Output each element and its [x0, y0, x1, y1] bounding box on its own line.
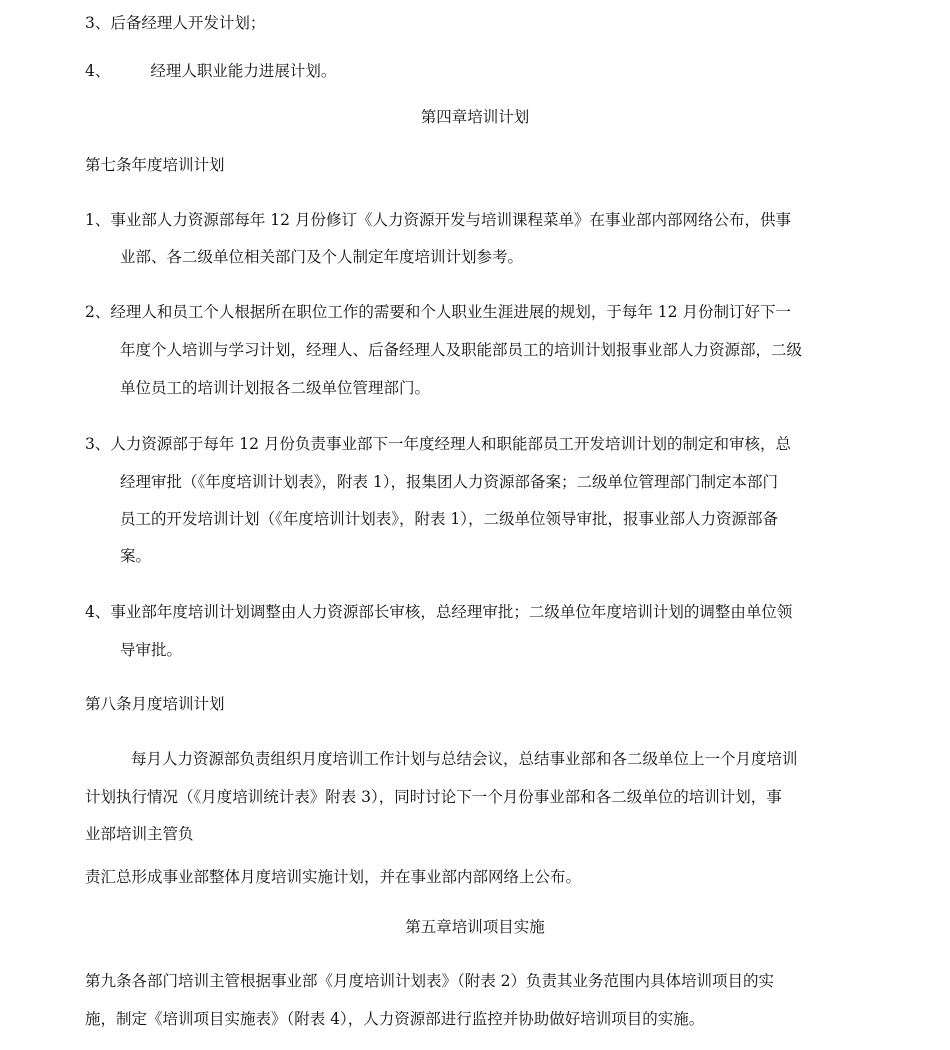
article-7-item-1-line-2: 业部、各二级单位相关部门及个人制定年度培训计划参考。	[120, 248, 524, 266]
article-7-item-2-line-1: 2、经理人和员工个人根据所在职位工作的需要和个人职业生涯进展的规划，于每年 12 月份制订好下一	[85, 303, 791, 321]
list-item-3: 3、后备经理人开发计划；	[85, 14, 266, 32]
chapter-5-title: 第五章培训项目实施	[405, 918, 545, 936]
article-7-item-2-line-2: 年度个人培训与学习计划，经理人、后备经理人及职能部员工的培训计划报事业部人力资源部，二级	[120, 341, 803, 359]
article-8-title: 第八条月度培训计划	[85, 695, 225, 713]
list-item-4-number: 4、	[85, 62, 111, 80]
article-9-line-1: 第九条各部门培训主管根据事业部《月度培训计划表》（附表 2）负责其业务范围内具体培训项目的实	[85, 972, 775, 990]
article-7-item-4-line-2: 导审批。	[120, 641, 183, 659]
article-8-line-3: 业部培训主管负	[85, 825, 194, 843]
article-8-line-4: 责汇总形成事业部整体月度培训实施计划，并在事业部内部网络上公布。	[85, 868, 582, 886]
article-7-item-3-line-2: 经理审批（《年度培训计划表》，附表 1），报集团人力资源部备案；二级单位管理部门制定本部门	[120, 473, 779, 491]
article-7-item-1-line-1: 1、事业部人力资源部每年 12 月份修订《人力资源开发与培训课程菜单》在事业部内部网络公布，供事	[85, 211, 791, 229]
list-item-4-text: 经理人职业能力进展计划。	[150, 62, 337, 80]
article-7-item-4-line-1: 4、事业部年度培训计划调整由人力资源部长审核，总经理审批；二级单位年度培训计划的调整由单位领	[85, 603, 793, 621]
article-7-item-2-line-3: 单位员工的培训计划报各二级单位管理部门。	[120, 379, 431, 397]
article-7-title: 第七条年度培训计划	[85, 156, 225, 174]
article-8-line-1: 每月人力资源部负责组织月度培训工作计划与总结会议，总结事业部和各二级单位上一个月度培训	[131, 750, 798, 768]
list-item-4	[85, 61, 336, 81]
article-7-item-3-line-3: 员工的开发培训计划（《年度培训计划表》，附表 1），二级单位领导审批，报事业部人力资源部备	[120, 510, 779, 528]
article-7-item-3-line-1: 3、人力资源部于每年 12 月份负责事业部下一年度经理人和职能部员工开发培训计划的制定和审核，总	[85, 435, 791, 453]
article-8-line-2: 计划执行情况（《月度培训统计表》附表 3），同时讨论下一个月份事业部和各二级单位的培训计划，事	[85, 788, 782, 806]
chapter-4-title: 第四章培训计划	[420, 108, 530, 126]
article-9-line-2: 施，制定《培训项目实施表》（附表 4），人力资源部进行监控并协助做好培训项目的实施。	[85, 1010, 705, 1028]
article-7-item-3-line-4: 案。	[120, 547, 152, 565]
